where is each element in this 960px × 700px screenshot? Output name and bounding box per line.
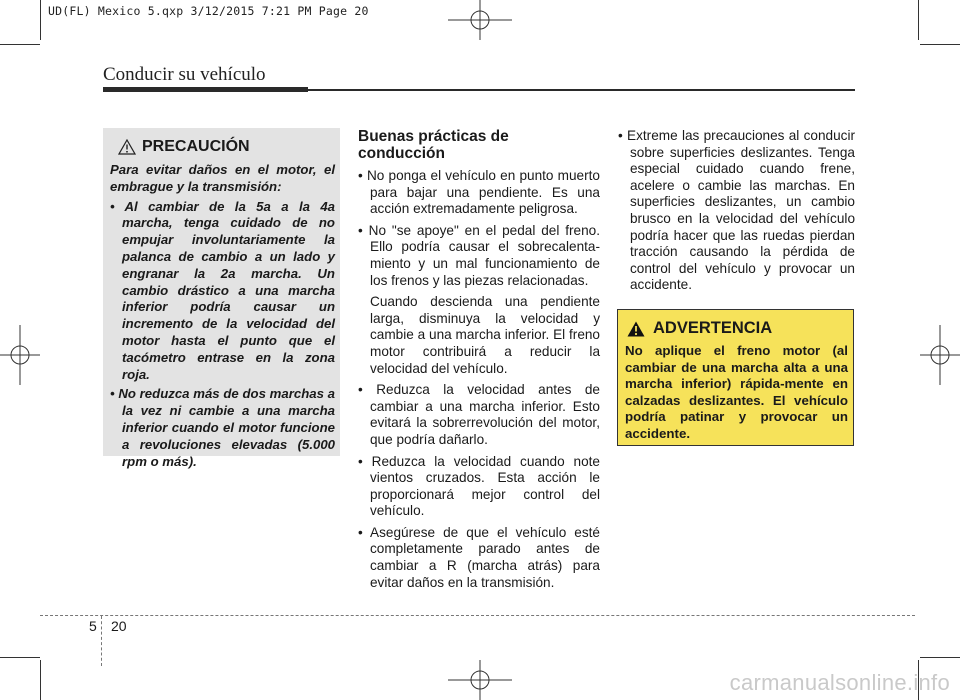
- footer-divider: [101, 616, 102, 666]
- caution-item: • No reduzca más de dos marchas a la vez ni cambie a una marcha inferior cuando el motor funcione a revoluciones elevadas (5.000 rpm o más).: [110, 386, 335, 469]
- caution-header: [118, 138, 250, 156]
- practice-item: • No "se apoye" en el pedal del freno. Ello podría causar el sobrecalenta-miento y un mal funcionamiento de los frenos y las piezas relacionadas.: [358, 222, 600, 288]
- caution-list: [110, 199, 335, 471]
- registration-mark-top-icon: [448, 0, 512, 40]
- caution-title: PRECAUCIÓN: [142, 138, 250, 155]
- page-number: 20: [111, 618, 127, 634]
- practice-continuation: Cuando descienda una pendiente larga, disminuya la velocidad y cambie a una marcha inferior. El freno motor contribuirá a reducir la velocidad del vehículo.: [370, 294, 600, 376]
- practice-item: • Asegúrese de que el vehículo esté completamente parado antes de cambiar a R (marcha atrás) para evitar daños en la transmisión.: [358, 524, 600, 590]
- crop-mark-top-right-v: [918, 0, 919, 40]
- practice-item: • Reduzca la velocidad cuando note vientos cruzados. Esta acción le proporcionará mejor control del vehículo.: [358, 453, 600, 519]
- crop-mark-top-left-h: [0, 44, 40, 45]
- warning-triangle-outline-icon: [118, 139, 136, 155]
- good-practices-title: Buenas prácticas de conducción: [358, 128, 509, 162]
- practice-item: • No ponga el vehículo en punto muerto para bajar una pendiente. Es una acción extremadamente peligrosa.: [358, 168, 600, 217]
- watermark: carmanualsonline.info: [729, 670, 950, 695]
- warning-title: ADVERTENCIA: [653, 319, 773, 337]
- right-column: [618, 128, 855, 299]
- registration-mark-bottom-icon: [448, 660, 512, 700]
- good-practices-column: [358, 128, 600, 596]
- caution-item: • Al cambiar de la 5a a la 4a marcha, tenga cuidado de no empujar involuntariamente la palanca de cambio a un lado y engranar la 2a marcha. Un cambio drástico a una marcha inferior podría causar un incremento de la velocidad del motor hasta el punto que el tacómetro entrase en la zona roja.: [110, 198, 335, 382]
- registration-mark-left-icon: [0, 325, 40, 385]
- registration-mark-right-icon: [920, 325, 960, 385]
- caution-intro: Para evitar daños en el motor, el embrague y la transmisión:: [110, 162, 335, 194]
- crop-mark-bottom-right-h: [920, 657, 960, 658]
- warning-triangle-filled-icon: [627, 321, 645, 337]
- warning-header: [627, 319, 772, 338]
- section-title: Conducir su vehículo: [103, 64, 266, 85]
- practice-item: • Extreme las precauciones al conducir sobre superficies deslizantes. Tenga especial cuidado cuando frene, acelere o cambie las marchas. En superficies deslizantes, un cambio brusco en la velocidad del vehículo podría hacer que las ruedas pierdan tracción causando la pérdida de control del vehículo y provocar un accidente.: [618, 128, 855, 293]
- crop-mark-bottom-left-v: [40, 660, 41, 700]
- chapter-number: 5: [89, 618, 97, 634]
- crop-mark-top-left-v: [40, 0, 41, 40]
- title-rule-accent: [103, 87, 308, 92]
- crop-mark-bottom-left-h: [0, 657, 40, 658]
- good-practices-body: [358, 168, 600, 591]
- print-header: UD(FL) Mexico 5.qxp 3/12/2015 7:21 PM Page 20: [48, 4, 369, 18]
- footer-rule: [40, 615, 915, 616]
- warning-body: No aplique el freno motor (al cambiar de una marcha alta a una marcha inferior) rápida-mente en calzadas deslizantes. El vehículo podría patinar y provocar un accidente.: [625, 343, 848, 441]
- practice-item: • Reduzca la velocidad antes de cambiar a una marcha inferior. Esto evitará la sobrerrevolución del motor, que podría dañarlo.: [358, 382, 600, 447]
- crop-mark-top-right-h: [920, 44, 960, 45]
- caution-body: [110, 162, 335, 473]
